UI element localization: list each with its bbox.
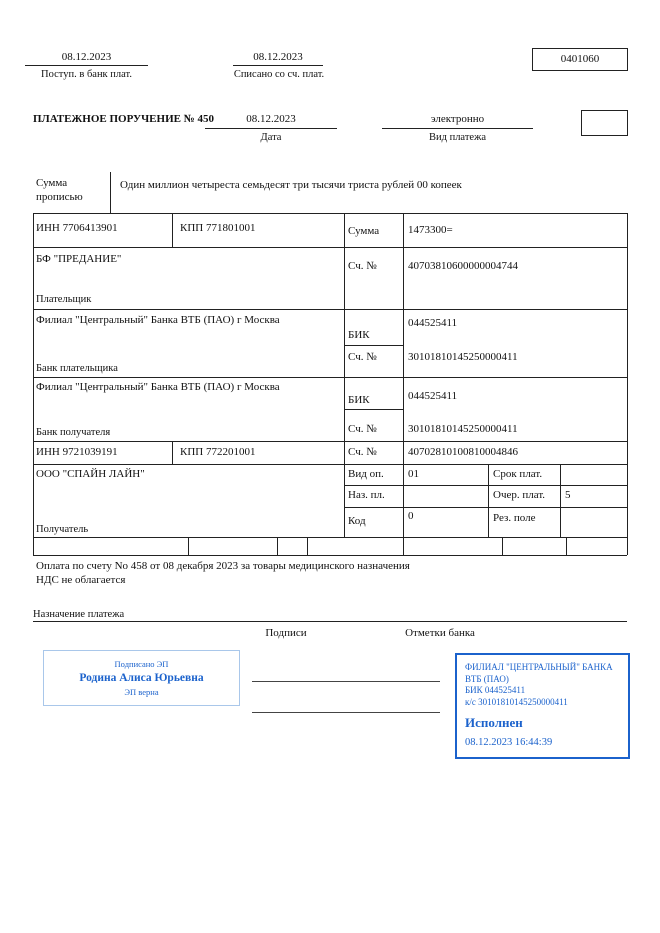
priority-label: Очер. плат. xyxy=(493,489,546,501)
payee-bank-label: Банк получателя xyxy=(36,427,111,438)
amount-words-label-1: Сумма xyxy=(36,177,68,189)
table-line xyxy=(344,345,404,346)
payment-kind-label: Вид платежа xyxy=(428,132,486,143)
stamp-bank-name-1: ФИЛИАЛ "ЦЕНТРАЛЬНЫЙ" БАНКА xyxy=(465,662,613,672)
due-label: Срок плат. xyxy=(493,468,543,480)
payee-bank-account: 30101810145250000411 xyxy=(408,423,518,435)
table-line xyxy=(344,409,404,410)
table-line xyxy=(33,213,34,555)
payer-account: 40703810600000004744 xyxy=(408,260,518,272)
table-line xyxy=(33,537,627,538)
code-value: 0 xyxy=(408,510,414,522)
table-line xyxy=(33,247,627,248)
payee-name: ООО "СПАЙН ЛАЙН" xyxy=(36,468,145,480)
payee-bank-bik-label: БИК xyxy=(348,394,370,406)
payee-label: Получатель xyxy=(36,524,89,535)
table-line xyxy=(344,213,345,537)
table-line xyxy=(344,485,627,486)
stamp-bank-name-2: ВТБ (ПАО) xyxy=(465,673,509,684)
payer-bank-bik: 044525411 xyxy=(408,317,458,329)
table-line xyxy=(502,537,503,555)
received-in-bank-label: Поступ. в банк плат. xyxy=(41,69,132,80)
table-line xyxy=(307,537,308,555)
stamp-datetime: 08.12.2023 16:44:39 xyxy=(465,737,553,748)
amount-words-label-2: прописью xyxy=(36,191,83,203)
stamp-bik: БИК 044525411 xyxy=(465,685,526,695)
payer-kpp: КПП 771801001 xyxy=(180,222,256,234)
table-line xyxy=(277,537,278,555)
received-in-bank-date: 08.12.2023 xyxy=(61,51,112,63)
table-line xyxy=(172,441,173,464)
purpose-line-2: НДС не облагается xyxy=(36,574,126,586)
divider xyxy=(25,65,148,66)
ep-signed-label: Подписано ЭП xyxy=(114,659,169,669)
code-label: Код xyxy=(348,515,366,527)
divider xyxy=(33,621,627,622)
payer-bank-account-label: Сч. № xyxy=(348,351,377,363)
debited-date: 08.12.2023 xyxy=(253,51,303,63)
table-line xyxy=(344,507,627,508)
divider xyxy=(233,65,323,66)
priority-value: 5 xyxy=(565,489,571,501)
payee-kpp: КПП 772201001 xyxy=(180,446,256,458)
payer-inn: ИНН 7706413901 xyxy=(36,222,118,234)
stamp-corr-account: к/с 30101810145250000411 xyxy=(465,696,568,707)
payee-inn: ИНН 9721039191 xyxy=(36,446,118,458)
table-line xyxy=(403,213,404,555)
electronic-signature-stamp xyxy=(43,650,240,706)
table-line xyxy=(566,537,567,555)
table-line xyxy=(188,537,189,555)
payee-bank-name: Филиал "Центральный" Банка ВТБ (ПАО) г Москва xyxy=(36,381,280,393)
reserve-label: Рез. поле xyxy=(493,512,536,524)
payee-bank-account-label: Сч. № xyxy=(348,423,377,435)
purpose-code-label: Наз. пл. xyxy=(348,489,385,501)
table-line xyxy=(33,377,627,378)
signatures-label: Подписи xyxy=(265,627,307,639)
bank-execution-stamp xyxy=(455,653,630,759)
doc-title: ПЛАТЕЖНОЕ ПОРУЧЕНИЕ № 450 xyxy=(33,113,215,125)
table-line xyxy=(33,555,627,556)
bank-marks-label: Отметки банка xyxy=(405,627,475,639)
form-code-box xyxy=(532,48,628,71)
amount-in-words: Один миллион четыреста семьдесят три тысячи триста рублей 00 копеек xyxy=(120,179,462,191)
payment-kind: электронно xyxy=(430,113,485,125)
payer-bank-account: 30101810145250000411 xyxy=(408,351,518,363)
payee-bank-bik: 044525411 xyxy=(408,390,458,402)
ep-signer-name: Родина Алиса Юрьевна xyxy=(79,672,204,684)
payer-bank-name: Филиал "Центральный" Банка ВТБ (ПАО) г Москва xyxy=(36,314,280,326)
purpose-line-1: Оплата по счету No 458 от 08 декабря 2023 за товары медицинского назначения xyxy=(36,560,410,572)
table-line xyxy=(33,213,627,214)
divider xyxy=(205,128,337,129)
table-line xyxy=(33,464,627,465)
payer-bank-label: Банк плательщика xyxy=(36,363,118,374)
payee-account-label: Сч. № xyxy=(348,446,377,458)
purpose-label: Назначение платежа xyxy=(33,609,125,620)
table-line xyxy=(33,441,627,442)
payee-account: 40702810100810004846 xyxy=(408,446,518,458)
sum-value: 1473300= xyxy=(408,224,453,236)
payer-bank-bik-label: БИК xyxy=(348,329,370,341)
payer-label: Плательщик xyxy=(36,294,92,305)
divider xyxy=(382,128,533,129)
op-kind-label: Вид оп. xyxy=(348,468,384,480)
debited-label: Списано со сч. плат. xyxy=(233,69,325,80)
doc-date: 08.12.2023 xyxy=(246,113,296,125)
divider xyxy=(110,172,111,213)
table-line xyxy=(560,464,561,537)
payer-account-label: Сч. № xyxy=(348,260,377,272)
table-line xyxy=(33,309,627,310)
signature-line xyxy=(252,712,440,713)
table-line xyxy=(627,213,628,555)
table-line xyxy=(488,464,489,537)
stamp-status: Исполнен xyxy=(465,715,523,730)
op-kind-value: 01 xyxy=(408,468,419,480)
table-line xyxy=(172,213,173,247)
date-label: Дата xyxy=(260,132,282,143)
status-code-box xyxy=(581,110,628,136)
payer-name: БФ "ПРЕДАНИЕ" xyxy=(36,253,122,265)
sum-label: Сумма xyxy=(348,225,380,237)
form-code: 0401060 xyxy=(560,53,600,65)
signature-line xyxy=(252,681,440,682)
ep-valid-label: ЭП верна xyxy=(124,687,159,697)
